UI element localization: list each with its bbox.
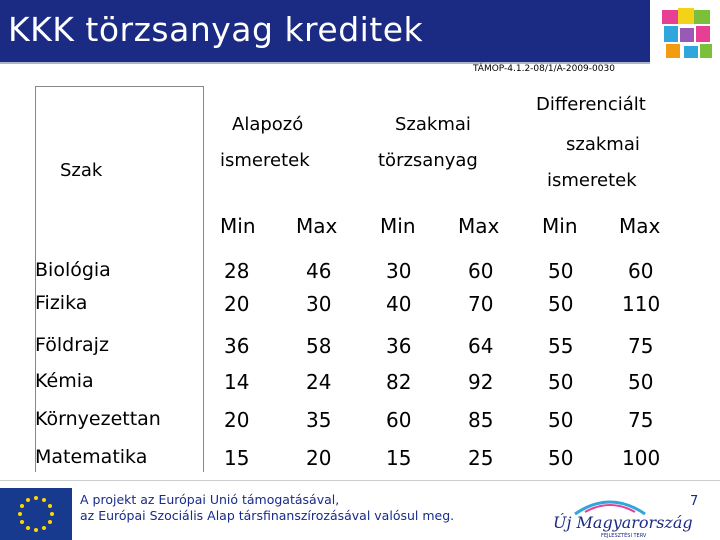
puzzle-logo-icon	[658, 4, 718, 64]
table-cell: 92	[468, 370, 494, 394]
footer-line-2: az Európai Szociális Alap társfinanszírozásával valósul meg.	[80, 508, 455, 523]
table-cell: 30	[306, 292, 332, 316]
group-header-szakmai-line1: Szakmai	[395, 114, 471, 135]
subheader-min: Min	[380, 214, 416, 238]
table-cell: 60	[386, 408, 412, 432]
project-code: TÁMOP-4.1.2-08/1/A-2009-0030	[473, 64, 615, 74]
table-cell: 36	[224, 334, 250, 358]
page-number: 7	[690, 494, 699, 509]
table-cell: 50	[548, 408, 574, 432]
group-header-alapozo-line1: Alapozó	[232, 114, 304, 135]
uj-magyarorszag-logo-icon	[545, 488, 693, 540]
table-cell: 50	[548, 370, 574, 394]
logo-subtext: FEJLESZTÉSI TERV	[601, 533, 647, 539]
table-cell: 40	[386, 292, 412, 316]
table-cell: 15	[386, 446, 412, 470]
table-cell: 50	[548, 446, 574, 470]
row-label-biologia: Biológia	[35, 259, 111, 281]
row-label-fizika: Fizika	[35, 292, 88, 314]
table-cell: 46	[306, 259, 332, 283]
group-header-szakmai-line2: törzsanyag	[378, 150, 478, 171]
footer-text	[80, 492, 454, 524]
table-cell: 20	[224, 408, 250, 432]
table-cell: 60	[468, 259, 494, 283]
table-cell: 28	[224, 259, 250, 283]
eu-flag-icon	[0, 488, 72, 540]
group-header-diff-line1: Differenciált	[536, 94, 646, 115]
table-cell: 55	[548, 334, 574, 358]
group-header-diff-line2: szakmai	[566, 134, 640, 155]
subheader-min: Min	[220, 214, 256, 238]
table-cell: 20	[306, 446, 332, 470]
table-cell: 36	[386, 334, 412, 358]
table-cell: 58	[306, 334, 332, 358]
table-cell: 50	[548, 292, 574, 316]
table-cell: 25	[468, 446, 494, 470]
table-cell: 14	[224, 370, 250, 394]
footer-separator	[0, 480, 720, 481]
table-cell: 30	[386, 259, 412, 283]
table-cell: 20	[224, 292, 250, 316]
table-cell: 110	[622, 292, 661, 316]
footer-line-1: A projekt az Európai Unió támogatásával,	[80, 492, 340, 507]
table-cell: 100	[622, 446, 661, 470]
row-label-foldrajz: Földrajz	[35, 334, 109, 356]
subheader-max: Max	[619, 214, 661, 238]
table-cell: 64	[468, 334, 494, 358]
table-cell: 50	[548, 259, 574, 283]
group-header-diff-line3: ismeretek	[547, 170, 637, 191]
table-cell: 85	[468, 408, 494, 432]
table-cell: 75	[628, 408, 654, 432]
row-label-kornyezettan: Környezettan	[35, 408, 161, 430]
table-cell: 60	[628, 259, 654, 283]
table-cell: 15	[224, 446, 250, 470]
title-bar	[0, 0, 650, 62]
table-cell: 24	[306, 370, 332, 394]
row-label-matematika: Matematika	[35, 446, 148, 468]
table-cell: 35	[306, 408, 332, 432]
logo-text: Új Magyarország	[553, 513, 693, 532]
row-label-kemia: Kémia	[35, 370, 94, 392]
table-cell: 82	[386, 370, 412, 394]
group-header-alapozo-line2: ismeretek	[220, 150, 310, 171]
table-cell: 75	[628, 334, 654, 358]
slide-title: KKK törzsanyag kreditek	[8, 10, 424, 49]
subheader-max: Max	[296, 214, 338, 238]
table-cell: 70	[468, 292, 494, 316]
szak-header: Szak	[60, 160, 103, 181]
table-cell: 50	[628, 370, 654, 394]
subheader-max: Max	[458, 214, 500, 238]
subheader-min: Min	[542, 214, 578, 238]
